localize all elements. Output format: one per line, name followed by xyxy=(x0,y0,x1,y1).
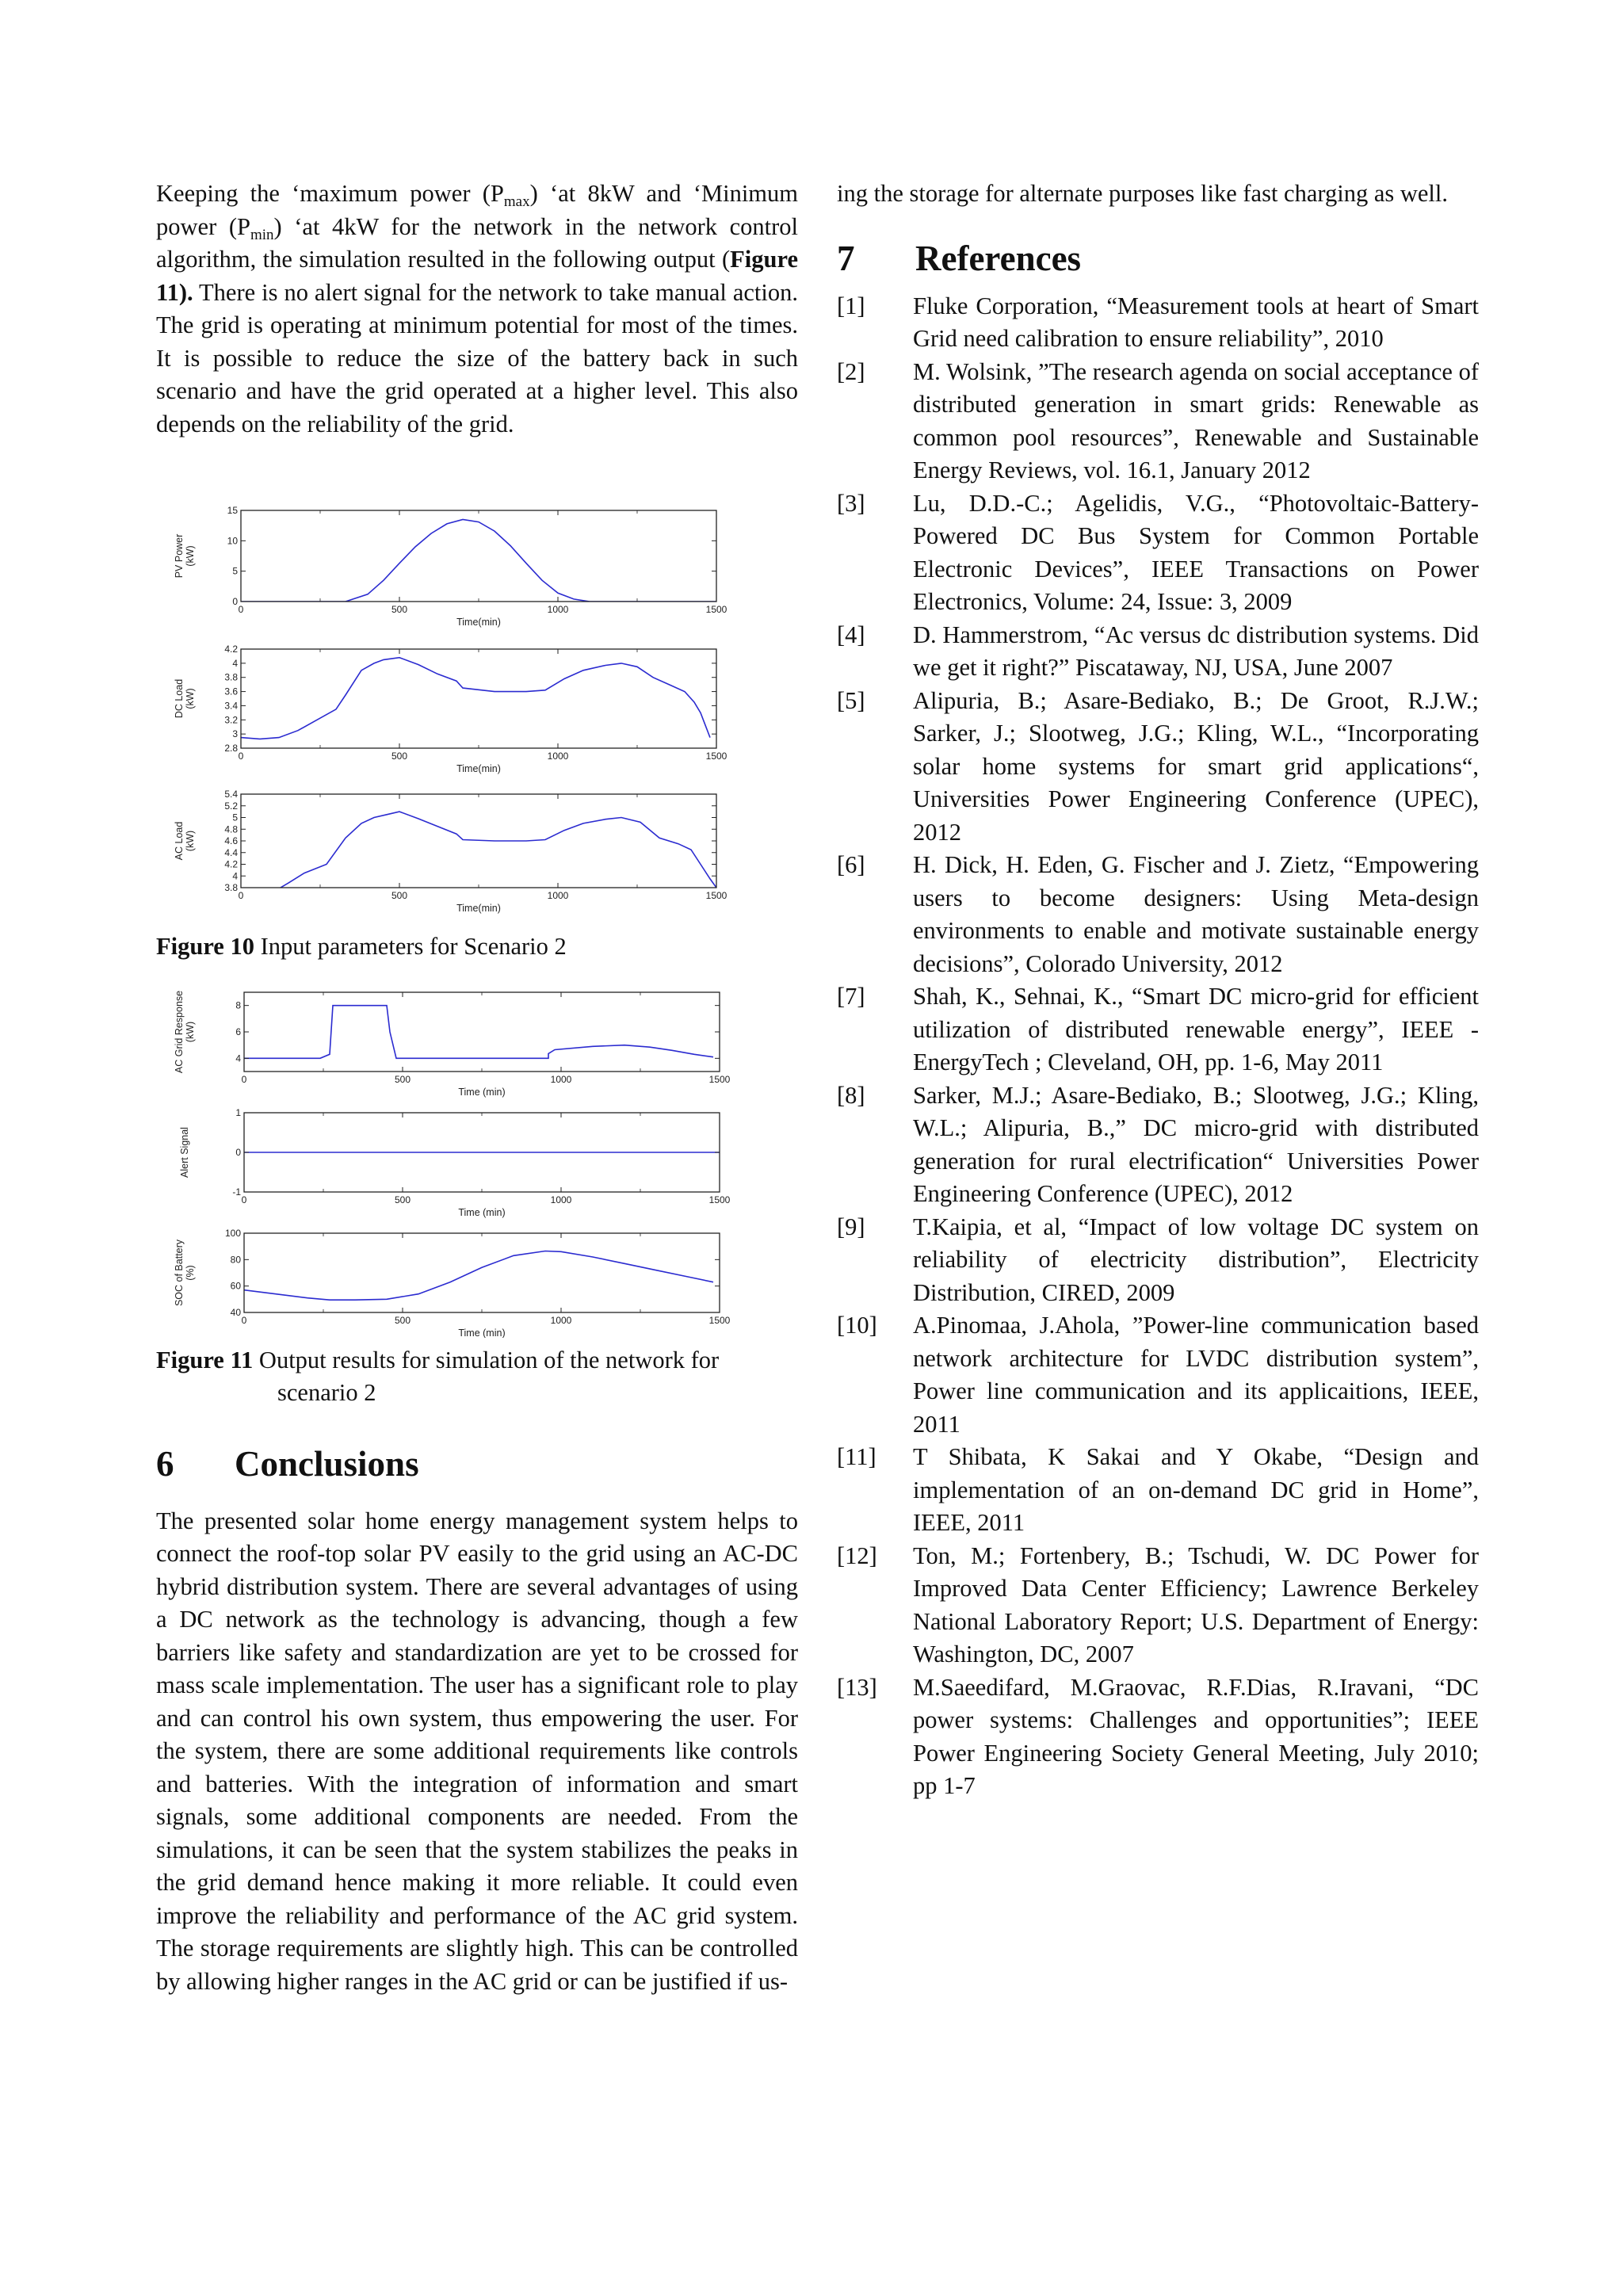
x-tick-label: 1500 xyxy=(705,890,727,901)
y-tick-label: 5.4 xyxy=(224,789,238,800)
x-tick-label: 1000 xyxy=(550,1073,572,1085)
references-heading xyxy=(837,235,1479,282)
y-axis-label xyxy=(174,534,196,579)
intro-paragraph xyxy=(156,178,798,488)
x-tick-label: 0 xyxy=(238,751,244,762)
pv-power-panel xyxy=(174,505,727,628)
intro-text: ) ‘at 8kW and ‘Minimum power (P xyxy=(156,180,798,240)
pmin-subscript: min xyxy=(250,226,274,243)
y-axis-label-line: (kW) xyxy=(185,688,196,709)
caption-label: Figure 11 xyxy=(156,1346,254,1373)
soc-battery-panel xyxy=(174,1228,731,1338)
reference-item: [1] Fluke Corporation, “Measurement tools at heart of Smart Grid need calibration to ensure reliability”, 2010 xyxy=(837,292,1479,352)
x-tick-label: 1500 xyxy=(705,751,727,762)
y-axis-label xyxy=(179,1127,190,1178)
series-line xyxy=(244,1251,713,1300)
x-axis-label: Time(min) xyxy=(456,763,501,774)
x-tick-label: 1000 xyxy=(547,604,569,615)
y-tick-label: 4.2 xyxy=(224,644,238,655)
x-axis-label: Time (min) xyxy=(458,1086,506,1098)
x-tick-label: 0 xyxy=(238,604,244,615)
section-number: 7 xyxy=(837,238,855,278)
y-tick-label: 100 xyxy=(224,1227,241,1239)
conclusions-paragraph: The presented solar home energy management system helps to connect the roof-top solar PV easily to the grid using an AC-DC hybrid distribution system. There are several advantages of using a DC network as the technology is advancing, though a few barriers like safety and standardization are yet to be crossed for mass scale implementation. The user has a significant role to play and can control his own system, thus empowering the user. For the system, there are some additional requirements like controls and batteries. With the integration of information and smart signals, some additional components are needed. From the simulations, it can be seen that the system stabilizes the peaks in the grid demand hence making it more reliable. It could even improve the reliability and performance of the AC grid system. The storage requirements are slightly high. This can be controlled by allowing higher ranges in the AC grid or can be justified if us- xyxy=(156,1507,798,1995)
y-tick-label: 3.4 xyxy=(224,700,238,712)
y-axis-label-line: PV Power xyxy=(174,533,185,579)
y-axis-label-line: (kW) xyxy=(185,830,196,852)
plot-frame xyxy=(241,510,716,602)
reference-item: [10] A.Pinomaa, J.Ahola, ”Power-line communication based network architecture for LVDC distribution system”, Power line communication and its applicaitions, IEEE, 2011 xyxy=(837,1312,1479,1438)
figure-reference: Figure 11). xyxy=(156,246,798,306)
right-column xyxy=(837,178,1479,1803)
caption-label: Figure 10 xyxy=(156,933,254,960)
y-tick-label: 4 xyxy=(232,657,238,669)
y-tick-label: 5.2 xyxy=(224,800,238,812)
ac-load-panel xyxy=(174,789,727,914)
y-tick-label: 2.8 xyxy=(224,743,238,754)
plot-frame xyxy=(244,1233,720,1312)
y-axis-label xyxy=(174,990,196,1072)
conclusions-heading xyxy=(156,1440,798,1488)
figure-10-caption xyxy=(156,930,798,964)
y-axis-label-line: (kW) xyxy=(185,545,196,567)
x-tick-label: 0 xyxy=(241,1194,247,1205)
alert-signal-panel xyxy=(179,1107,731,1218)
intro-text: There is no alert signal for the network to take manual action. The grid is operating at minimum potential for most of the times. It is possible to reduce the size of the battery back in such scenario and have the grid operated at a higher level. This also depends on the reliability of the grid. xyxy=(156,278,798,437)
y-tick-label: 40 xyxy=(230,1306,241,1318)
caption-text: Input parameters for Scenario 2 xyxy=(254,933,567,960)
y-tick-label: 4 xyxy=(232,870,238,882)
y-tick-label: 1 xyxy=(235,1106,241,1118)
x-tick-label: 500 xyxy=(391,604,408,615)
y-axis-label-line: AC Load xyxy=(174,821,185,861)
intro-text: ) ‘at 4kW for the network in the network control algorithm, the simulation resulted in the following output ( xyxy=(156,212,798,273)
reference-item: [2] M. Wolsink, ”The research agenda on social acceptance of distributed generation in smart grids: Renewable as common pool resources”, Renewable and Sustainable Energy Reviews, vol. 16.1, January 2012 xyxy=(837,357,1479,483)
x-tick-label: 1500 xyxy=(708,1314,731,1326)
x-tick-label: 1500 xyxy=(708,1194,731,1205)
intro-text: Keeping the ‘maximum power (P xyxy=(156,180,504,207)
y-tick-label: 3.2 xyxy=(224,714,238,726)
y-tick-label: 8 xyxy=(235,999,241,1011)
reference-list xyxy=(837,290,1479,1803)
y-axis-label xyxy=(174,1239,196,1306)
plot-frame xyxy=(241,649,716,748)
x-tick-label: 1500 xyxy=(705,604,727,615)
y-tick-label: 3.8 xyxy=(224,882,238,893)
y-tick-label: 6 xyxy=(235,1026,241,1037)
reference-item: [4] D. Hammerstrom, “Ac versus dc distribution systems. Did we get it right?” Piscataway, NJ, USA, June 2007 xyxy=(837,621,1479,681)
figure-11-plots xyxy=(156,986,798,1338)
x-tick-label: 1500 xyxy=(708,1073,731,1085)
y-axis-label-line: Alert Signal xyxy=(179,1126,190,1178)
y-tick-label: 10 xyxy=(227,535,238,547)
x-tick-label: 500 xyxy=(391,751,408,762)
reference-item: [3] Lu, D.D.-C.; Agelidis, V.G., “Photovoltaic-Battery-Powered DC Bus System for Common Portable Electronic Devices”, IEEE Transactions on Power Electronics, Volume: 24, Issue: 3, 2009 xyxy=(837,489,1479,615)
y-tick-label: 4.4 xyxy=(224,846,238,858)
y-axis-label-line: DC Load xyxy=(174,678,185,719)
section-title: References xyxy=(915,238,1082,278)
x-tick-label: 0 xyxy=(241,1314,247,1326)
y-tick-label: 4.8 xyxy=(224,823,238,835)
y-tick-label: 80 xyxy=(230,1253,241,1265)
figure-10-plots xyxy=(156,488,798,923)
plot-frame xyxy=(244,992,720,1072)
y-tick-label: -1 xyxy=(232,1186,241,1198)
reference-item: [7] Shah, K., Sehnai, K., “Smart DC micro-grid for efficient utilization of distributed renewable energy”, IEEE - EnergyTech ; Cleveland, OH, pp. 1-6, May 2011 xyxy=(837,983,1479,1075)
reference-item: [13] M.Saeedifard, M.Graovac, R.F.Dias, R.Iravani, “DC power systems: Challenges and opportunities”; IEEE Power Engineering Society General Meeting, July 2010; pp 1-7 xyxy=(837,1673,1479,1799)
x-tick-label: 500 xyxy=(394,1073,411,1085)
y-tick-label: 0 xyxy=(235,1146,241,1158)
y-tick-label: 4.2 xyxy=(224,858,238,870)
ac-grid-response-panel xyxy=(174,990,731,1097)
pmax-subscript: max xyxy=(503,193,530,210)
y-axis-label xyxy=(174,679,196,718)
left-column xyxy=(156,178,798,1998)
y-axis-label-line: AC Grid Response xyxy=(174,990,185,1073)
figure-11-caption xyxy=(156,1344,798,1410)
y-tick-label: 4.6 xyxy=(224,835,238,846)
reference-item: [11] T Shibata, K Sakai and Y Okabe, “Design and implementation of an on-demand DC grid in Home”, IEEE, 2011 xyxy=(837,1443,1479,1536)
y-tick-label: 0 xyxy=(232,596,238,607)
dc-load-panel xyxy=(174,644,727,774)
y-tick-label: 3.8 xyxy=(224,671,238,683)
x-tick-label: 1000 xyxy=(547,890,569,901)
y-axis-label-line: (kW) xyxy=(185,1021,196,1042)
x-tick-label: 500 xyxy=(391,890,408,901)
continuation-paragraph: ing the storage for alternate purposes like fast charging as well. xyxy=(837,180,1449,207)
y-tick-label: 60 xyxy=(230,1280,241,1292)
x-axis-label: Time(min) xyxy=(456,617,501,628)
reference-item: [5] Alipuria, B.; Asare-Bediako, B.; De Groot, R.J.W.; Sarker, J.; Slootweg, J.G.; Kling, W.L., “Incorporating solar home systems for smart grid applications“, Universities Power Engineering Conference (UPEC), 2012 xyxy=(837,686,1479,846)
y-tick-label: 4 xyxy=(235,1052,241,1064)
y-tick-label: 3.6 xyxy=(224,686,238,697)
section-number: 6 xyxy=(156,1443,174,1484)
series-line xyxy=(241,520,716,602)
reference-item: [12] Ton, M.; Fortenbery, B.; Tschudi, W. DC Power for Improved Data Center Efficiency; Lawrence Berkeley National Laboratory Report; U.S. Department of Energy: Washington, DC, 2007 xyxy=(837,1541,1479,1668)
y-axis-label xyxy=(174,822,196,861)
y-tick-label: 15 xyxy=(227,505,238,516)
series-line xyxy=(241,658,710,739)
x-tick-label: 0 xyxy=(241,1073,247,1085)
x-tick-label: 500 xyxy=(394,1194,411,1205)
x-tick-label: 1000 xyxy=(550,1314,572,1326)
x-axis-label: Time (min) xyxy=(458,1327,506,1338)
reference-item: [8] Sarker, M.J.; Asare-Bediako, B.; Slootweg, J.G.; Kling, W.L.; Alipuria, B.,” DC micro-grid with distributed generation for rural electrification“ Universities Power Engineering Conference (UPEC), 2012 xyxy=(837,1081,1479,1207)
caption-text: Output results for simulation of the network for scenario 2 xyxy=(253,1346,720,1406)
y-axis-label-line: SOC of Battery xyxy=(174,1239,185,1306)
reference-item: [9] T.Kaipia, et al, “Impact of low voltage DC system on reliability of electricity distribution”, Electricity Distribution, CIRED, 2009 xyxy=(837,1213,1479,1306)
y-tick-label: 3 xyxy=(232,728,238,740)
x-axis-label: Time(min) xyxy=(456,903,501,914)
figure-11 xyxy=(156,986,798,1410)
x-tick-label: 500 xyxy=(394,1314,411,1326)
y-axis-label-line: (%) xyxy=(185,1264,196,1281)
y-tick-label: 5 xyxy=(232,565,238,577)
x-tick-label: 1000 xyxy=(550,1194,572,1205)
y-tick-label: 5 xyxy=(232,812,238,823)
series-line xyxy=(244,1005,713,1058)
reference-item: [6] H. Dick, H. Eden, G. Fischer and J. Zietz, “Empowering users to become designers: Using Meta-design environments to enable and motivate sustainable energy decisions”, Colorado University, 2012 xyxy=(837,851,1479,977)
x-tick-label: 1000 xyxy=(547,751,569,762)
x-axis-label: Time (min) xyxy=(458,1206,506,1218)
x-tick-label: 0 xyxy=(238,890,244,901)
section-title: Conclusions xyxy=(235,1443,419,1484)
figure-10 xyxy=(156,488,798,964)
